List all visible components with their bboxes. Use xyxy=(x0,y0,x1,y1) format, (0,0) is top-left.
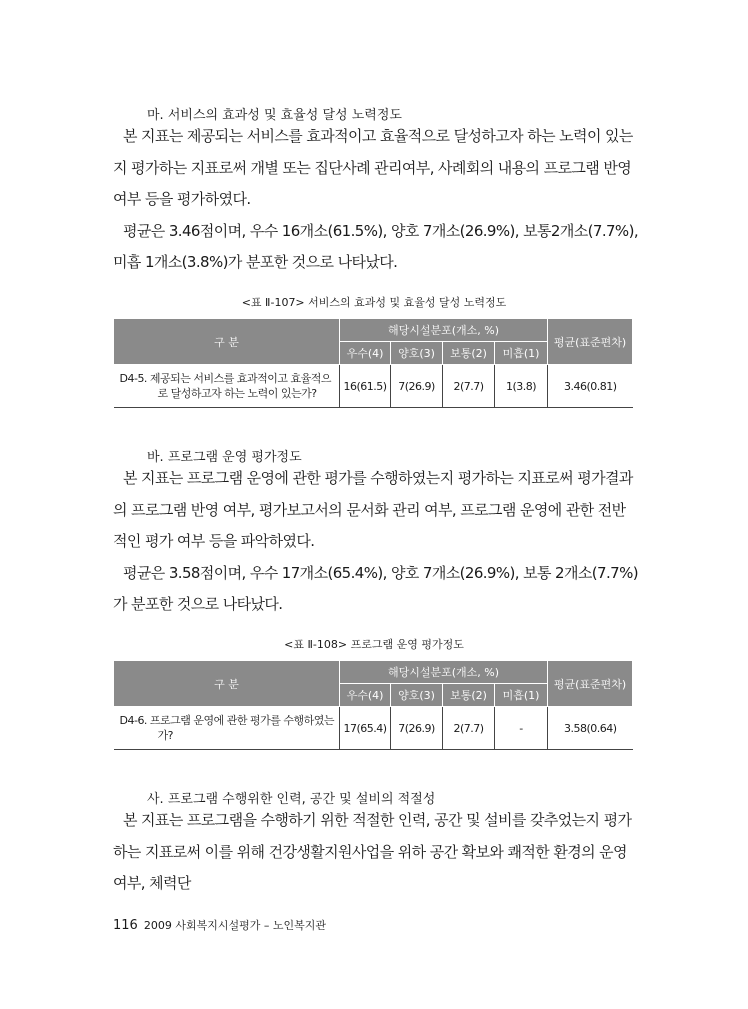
row-mean: 3.46(0.81) xyxy=(548,365,633,408)
header-mean: 평균(표준편차) xyxy=(548,661,633,707)
paragraph: 평균은 3.58점이며, 우수 17개소(65.4%), 양호 7개소(26.9%), 보통 2개소(7.7%)가 분포한 것으로 나타났다. xyxy=(113,563,638,613)
row-value: 16(61.5) xyxy=(340,365,391,408)
section-body xyxy=(113,805,639,900)
row-item-text: D4-5. 제공되는 서비스를 효과적이고 효율적으로 달성하고자 하는 노력이 있는가? xyxy=(119,372,332,400)
header-col: 보통(2) xyxy=(443,342,495,365)
header-item: 구 분 xyxy=(114,319,340,365)
page-footer xyxy=(113,917,326,933)
table-row xyxy=(114,365,633,408)
header-col: 미흡(1) xyxy=(495,684,548,707)
header-col: 우수(4) xyxy=(340,684,391,707)
header-mean: 평균(표준편차) xyxy=(548,319,633,365)
table-row xyxy=(114,707,633,750)
data-table xyxy=(113,660,633,750)
header-item: 구 분 xyxy=(114,661,340,707)
paragraph: 본 지표는 프로그램 운영에 관한 평가를 수행하였는지 평가하는 지표로써 평가결과의 프로그램 반영 여부, 평가보고서의 문서화 관리 여부, 프로그램 운영에 관한 전반적인 평가 여부 등을 파악하였다. xyxy=(113,469,633,550)
row-value: 2(7.7) xyxy=(443,365,495,408)
row-value: 7(26.9) xyxy=(391,365,443,408)
paragraph: 본 지표는 프로그램을 수행하기 위한 적절한 인력, 공간 및 설비를 갖추었는지 평가하는 지표로써 이를 위해 건강생활지원사업을 위하 공간 확보와 쾌적한 환경의 운영 여부, 체력단 xyxy=(113,811,632,892)
section-heading: 사. 프로그램 수행위한 인력, 공간 및 설비의 적절성 xyxy=(147,792,436,807)
header-group: 해당시설분포(개소, %) xyxy=(340,319,548,342)
row-item-text: D4-6. 프로그램 운영에 관한 평가를 수행하였는가? xyxy=(119,714,335,742)
footer-title: 2009 사회복지시설평가 – 노인복지관 xyxy=(143,919,326,932)
section-body xyxy=(113,121,639,279)
row-value: 17(65.4) xyxy=(340,707,391,750)
row-value: - xyxy=(495,707,548,750)
row-value: 7(26.9) xyxy=(391,707,443,750)
data-table xyxy=(113,318,633,408)
section-heading: 바. 프로그램 운영 평가정도 xyxy=(147,450,302,465)
header-group: 해당시설분포(개소, %) xyxy=(340,661,548,684)
row-item xyxy=(114,365,340,408)
paragraph: 평균은 3.46점이며, 우수 16개소(61.5%), 양호 7개소(26.9%), 보통2개소(7.7%), 미흡 1개소(3.8%)가 분포한 것으로 나타났다. xyxy=(113,221,638,271)
row-mean: 3.58(0.64) xyxy=(548,707,633,750)
paragraph: 본 지표는 제공되는 서비스를 효과적이고 효율적으로 달성하고자 하는 노력이 있는지 평가하는 지표로써 개별 또는 집단사례 관리여부, 사례회의 내용의 프로그램 반영 여부 등을 평가하였다. xyxy=(113,127,633,208)
table-caption: <표 Ⅱ-108> 프로그램 운영 평가정도 xyxy=(284,638,464,651)
page-number: 116 xyxy=(113,918,138,933)
header-col: 우수(4) xyxy=(340,342,391,365)
section-body xyxy=(113,463,639,621)
header-col: 보통(2) xyxy=(443,684,495,707)
header-col: 양호(3) xyxy=(391,684,443,707)
section-heading: 마. 서비스의 효과성 및 효율성 달성 노력정도 xyxy=(147,108,402,123)
row-item xyxy=(114,707,340,750)
header-col: 양호(3) xyxy=(391,342,443,365)
row-value: 2(7.7) xyxy=(443,707,495,750)
header-col: 미흡(1) xyxy=(495,342,548,365)
row-value: 1(3.8) xyxy=(495,365,548,408)
table-caption: <표 Ⅱ-107> 서비스의 효과성 및 효율성 달성 노력정도 xyxy=(241,296,507,309)
